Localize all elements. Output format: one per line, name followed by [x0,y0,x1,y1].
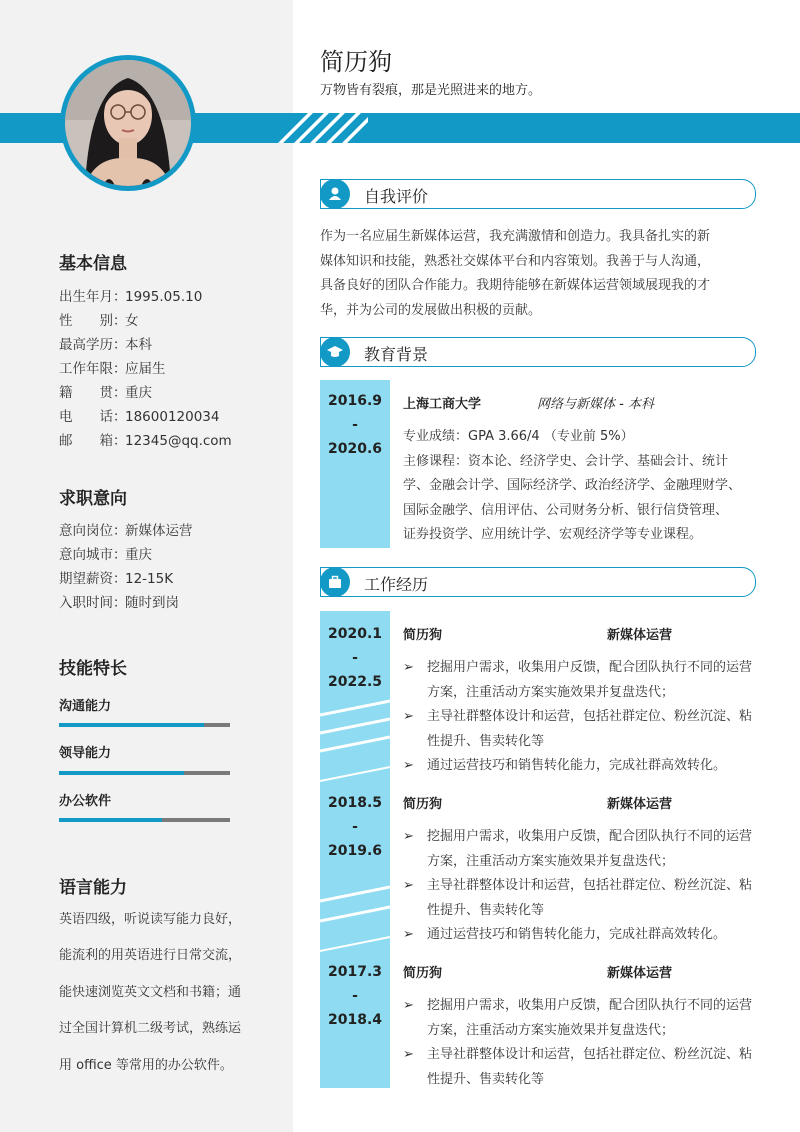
skill-bar [59,723,230,727]
job-bullet: ➢ 挖掘用户需求，收集用户反馈，配合团队执行不同的运营方案，注重活动方案实施效果并复盘迭代； [403,994,758,1043]
info-row [59,429,232,449]
info-label: 入职时间： [59,595,127,611]
job-bullet: ➢ 主导社群整体设计和运营，包括社群定位、粉丝沉淀、粘性提升、售卖转化等 [403,874,758,923]
info-row [59,519,193,539]
education-date-range [320,389,390,461]
info-row [59,309,139,329]
skill-bar-fill [59,771,184,775]
arrow-icon: ➢ [403,1047,414,1062]
education-title: 教育背景 [364,345,429,364]
self-eval-line: 华，并为公司的发展做出积极的贡献。 [320,302,542,318]
arrow-icon: ➢ [403,878,414,893]
job-date-range [320,622,390,694]
resume-motto: 万物皆有裂痕，那是光照进来的地方。 [320,83,542,98]
info-row [59,591,179,611]
graduation-cap-icon [320,337,350,367]
info-value: 12-15K [125,571,174,587]
info-value: 重庆 [125,547,152,563]
skill-name: 办公软件 [59,794,112,809]
education-header [320,337,756,367]
date-start: 2018.5 [327,795,383,811]
education-line: 主修课程：资本论、经济学史、会计学、基础会计、统计 [403,453,729,469]
job-role: 新媒体运营 [607,797,673,812]
date-start: 2016.9 [327,393,383,409]
education-details [403,425,758,548]
info-value: 12345@qq.com [125,433,232,449]
job-bullet: ➢ 通过运营技巧和销售转化能力，完成社群高效转化。 [403,923,758,948]
info-label: 工作年限： [59,361,127,377]
info-row [59,285,202,305]
job-bullet: ➢ 主导社群整体设计和运营，包括社群定位、粉丝沉淀、粘性提升、售卖转化等 [403,705,758,754]
date-separator: - [352,819,358,835]
date-start: 2017.3 [327,964,383,980]
self-eval-line: 媒体知识和技能，熟悉社交媒体平台和内容策划。我善于与人沟通， [320,253,711,269]
info-label: 电 话： [59,409,127,425]
skill-bar [59,818,230,822]
info-label: 期望薪资： [59,571,127,587]
language-title: 语言能力 [59,878,127,898]
education-line: 国际金融学、信用评估、公司财务分析、银行信贷管理、 [403,502,729,518]
language-line: 英语四级，听说读写能力良好， [59,912,242,927]
date-end: 2020.6 [327,441,383,457]
company-name: 简历狗 [403,628,443,643]
work-title: 工作经历 [364,575,429,594]
info-value: 本科 [125,337,152,353]
skill-bar-fill [59,723,204,727]
major-degree: 网络与新媒体 - 本科 [537,397,654,412]
arrow-icon: ➢ [403,709,414,724]
info-row [59,333,152,353]
avatar [65,60,191,186]
briefcase-icon [320,567,350,597]
info-label: 性 别： [59,313,127,329]
self-eval-text [320,225,760,323]
info-value: 新媒体运营 [125,523,193,539]
date-end: 2022.5 [327,674,383,690]
skill-bar [59,771,230,775]
date-end: 2019.6 [327,843,383,859]
job-role: 新媒体运营 [607,628,673,643]
info-value: 18600120034 [125,409,220,425]
banner-stripes [272,113,368,143]
job-bullet: ➢ 挖掘用户需求，收集用户反馈，配合团队执行不同的运营方案，注重活动方案实施效果并复盘迭代； [403,825,758,874]
job-date-range [320,791,390,863]
education-line: 证券投资学、应用统计学、宏观经济学等专业课程。 [403,527,703,542]
user-icon [320,179,350,209]
education-line: 学、金融会计学、国际经济学、政治经济学、金融理财学、 [403,478,742,493]
info-label: 意向岗位： [59,523,127,539]
date-separator: - [352,988,358,1004]
company-name: 简历狗 [403,966,443,981]
arrow-icon: ➢ [403,758,414,773]
school-name: 上海工商大学 [403,397,482,412]
date-end: 2018.4 [327,1012,383,1028]
info-label: 出生年月： [59,289,127,305]
language-line: 用 office 等常用的办公软件。 [59,1058,233,1073]
info-label: 意向城市： [59,547,127,563]
skills-title: 技能特长 [59,659,127,679]
info-value: 女 [125,313,139,329]
job-intent-title: 求职意向 [59,489,127,509]
self-eval-header [320,179,756,209]
info-value: 1995.05.10 [125,289,203,305]
info-row [59,405,219,425]
job-date-range [320,960,390,1032]
arrow-icon: ➢ [403,660,414,675]
info-row [59,543,152,563]
job-bullet: ➢ 挖掘用户需求，收集用户反馈，配合团队执行不同的运营方案，注重活动方案实施效果并复盘迭代； [403,656,758,705]
work-header [320,567,756,597]
job-bullet: ➢ 主导社群整体设计和运营，包括社群定位、粉丝沉淀、粘性提升、售卖转化等 [403,1043,758,1092]
info-label: 籍 贯： [59,385,127,401]
self-eval-title: 自我评价 [364,187,429,206]
info-value: 随时到岗 [125,595,179,611]
info-value: 应届生 [125,361,166,377]
arrow-icon: ➢ [403,829,414,844]
date-separator: - [352,650,358,666]
language-line: 过全国计算机二级考试，熟练运 [59,1021,242,1036]
job-bullet: ➢ 通过运营技巧和销售转化能力，完成社群高效转化。 [403,754,758,779]
info-row [59,357,166,377]
info-row [59,567,173,587]
info-value: 重庆 [125,385,152,401]
language-line: 能流利的用英语进行日常交流， [59,948,242,963]
date-separator: - [352,417,358,433]
job-role: 新媒体运营 [607,966,673,981]
skill-name: 领导能力 [59,746,112,761]
language-line: 能快速浏览英文文档和书籍；通 [59,985,242,1000]
arrow-icon: ➢ [403,998,414,1013]
info-label: 最高学历： [59,337,127,353]
info-row [59,381,152,401]
skill-bar-fill [59,818,162,822]
date-start: 2020.1 [327,626,383,642]
self-eval-line: 具备良好的团队合作能力。我期待能够在新媒体运营领域展现我的才 [320,278,711,293]
skill-name: 沟通能力 [59,699,112,714]
company-name: 简历狗 [403,797,443,812]
resume-name: 简历狗 [320,48,392,76]
self-eval-line: 作为一名应届生新媒体运营，我充满激情和创造力。我具备扎实的新 [320,229,711,244]
arrow-icon: ➢ [403,927,414,942]
info-label: 邮 箱： [59,433,127,449]
basic-info-title: 基本信息 [59,254,127,274]
education-line: 专业成绩：GPA 3.66/4 （专业前 5%） [403,429,634,444]
